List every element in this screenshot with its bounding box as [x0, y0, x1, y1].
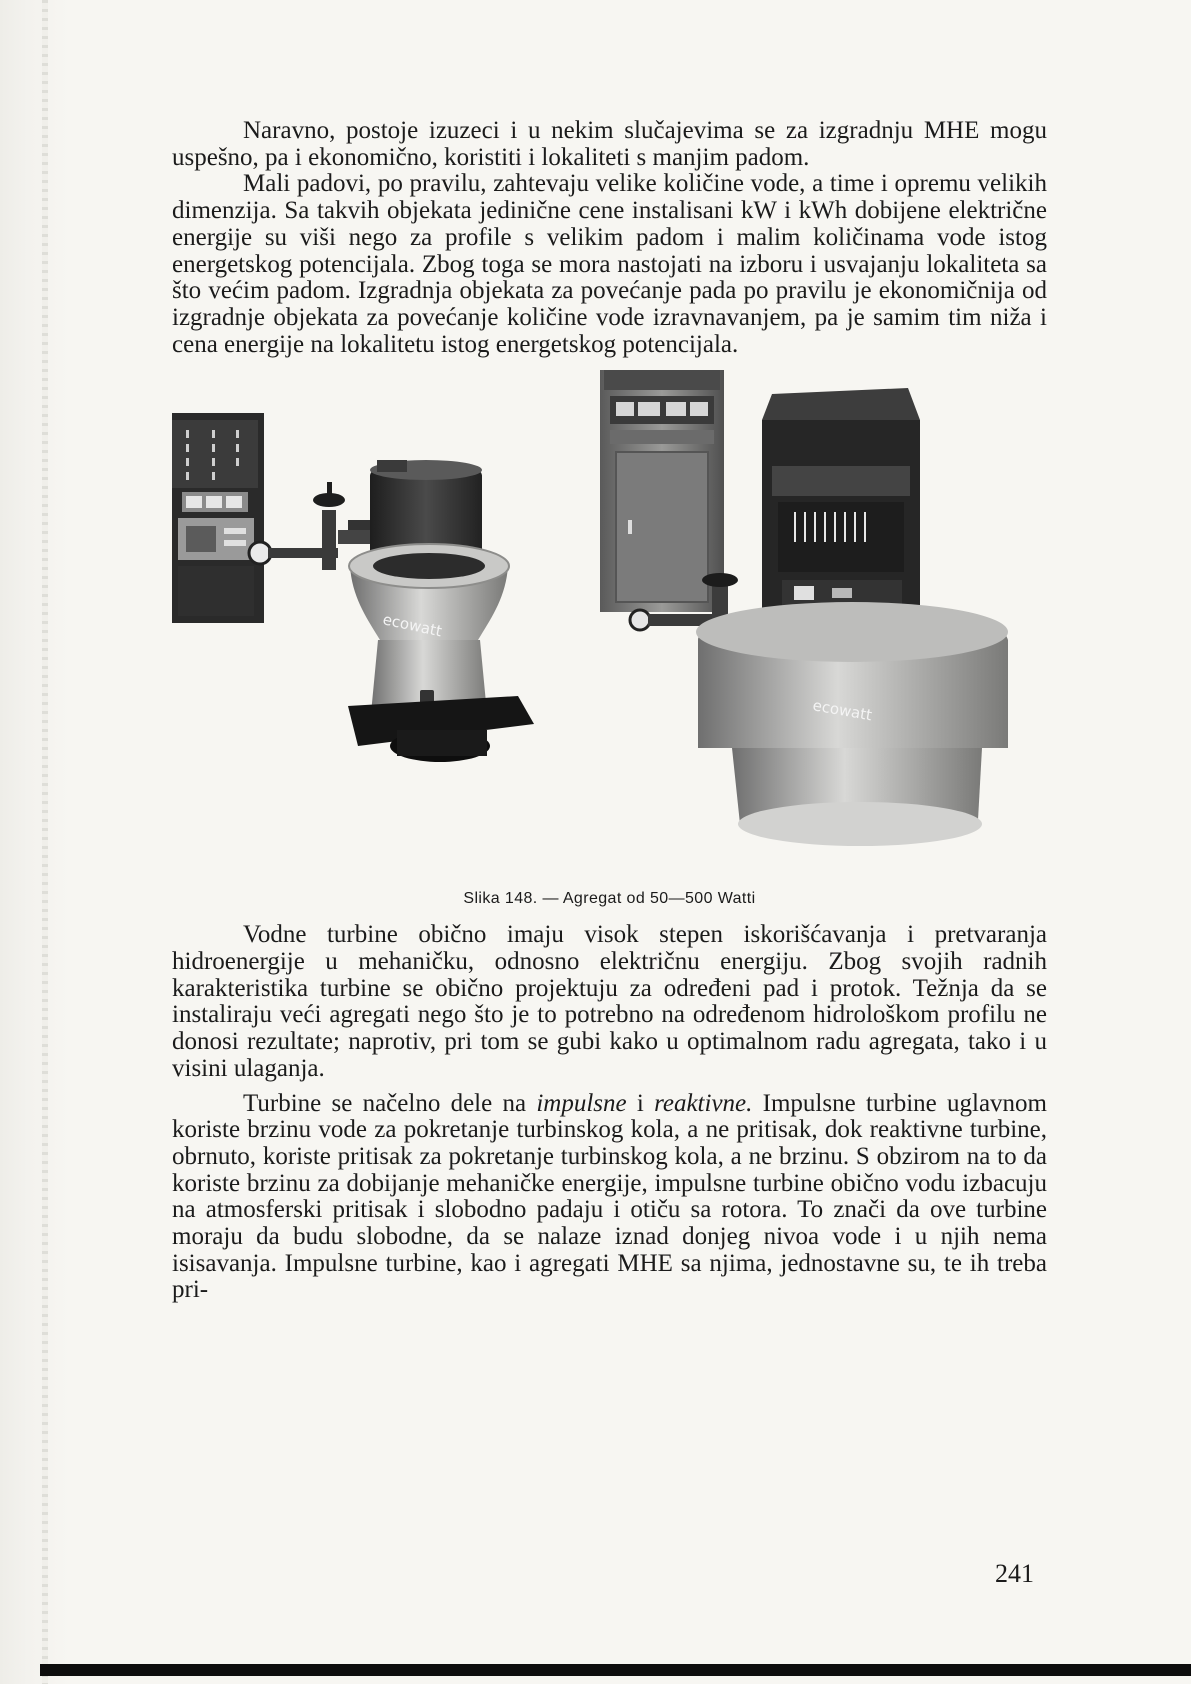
paragraph-exceptions: Naravno, postoje izuzeci i u nekim slučajevima se za izgradnju MHE mogu uspešno, pa i ekonomično, koristiti i lokaliteti s manjim padom.: [172, 117, 1047, 171]
right-turbine-base: [696, 602, 1008, 846]
page-number: 241: [995, 1559, 1034, 1588]
ecowatt-logo-left: ecowatt: [381, 610, 444, 641]
ecowatt-logo-right: ecowatt: [811, 696, 874, 725]
term-impulse: impulsne: [536, 1089, 627, 1117]
types-lead-text: Turbine se načelno dele na: [243, 1089, 537, 1117]
left-control-cabinet: [172, 413, 264, 623]
term-reactive: reaktivne.: [654, 1089, 753, 1117]
scan-edge-shadow: [0, 0, 70, 1684]
paragraph-turbine-types: [172, 1091, 1047, 1305]
turbine-units-photo: [172, 370, 1047, 890]
paragraph-small-heads: Mali padovi, po pravilu, zahtevaju velike količine vode, a time i opremu velikih dimenzija. Sa takvih objekata jedinične cene instalisani kW i kWh dobijene električne energije su viši nego za profile s velikim padom i malim količinama vode istog energetskog potencijala. Zbog toga se mora nastojati na izboru i usvajanju lokaliteta sa što većim padom. Izgradnja objekata za povećanje pada po pravilu je ekonomičnija od izgradnje objekata za povećanje količine vode izravnavanjem, pa je samim tim niža i cena energije na lokalitetu istog energetskog potencijala.: [172, 170, 1047, 358]
types-mid-text: i: [626, 1089, 655, 1117]
figure-caption: Slika 148. — Agregat od 50—500 Watti: [463, 890, 756, 908]
book-page: [172, 118, 1047, 1304]
right-control-cabinet: [600, 370, 724, 612]
left-turbine-unit: [348, 460, 534, 762]
bottom-edge-rule: [40, 1664, 1191, 1676]
paragraph-turbine-efficiency: Vodne turbine obično imaju visok stepen iskorišćavanja i pretvaranja hidroenergije u mehaničku, odnosno električnu energiju. Zbog svojih radnih karakteristika turbine se obično projektuju za određeni pad i protok. Težnja da se instaliraju veći agregati nego što je to potrebno na određenom hidrološkom profilu ne donosi rezultate; naprotiv, pri tom se gubi kako u optimalnom radu agregata, tako i u visini ulaganja.: [172, 921, 1047, 1082]
figure-148: [172, 370, 1047, 890]
types-rest-text: Impulsne turbine uglavnom koriste brzinu vode za pokretanje turbinskog kola, a ne pritisak, dok reaktivne turbine, obrnuto, koriste pritisak za pokretanje turbinskog kola, a ne brzinu. S obzirom na to da koriste brzinu za dobijanje mehaničke energije, impulsne turbine obično vodu izbacuju na atmosferski pritisak i slobodno padaju i otiču sa rotora. To znači da ove turbine moraju da budu slobodne, da se nalaze iznad donjeg nivoa vode i u njih nema isisavanja. Impulsne turbine, kao i agregati MHE sa njima, jednostavne su, te ih treba pri-: [172, 1089, 1047, 1304]
